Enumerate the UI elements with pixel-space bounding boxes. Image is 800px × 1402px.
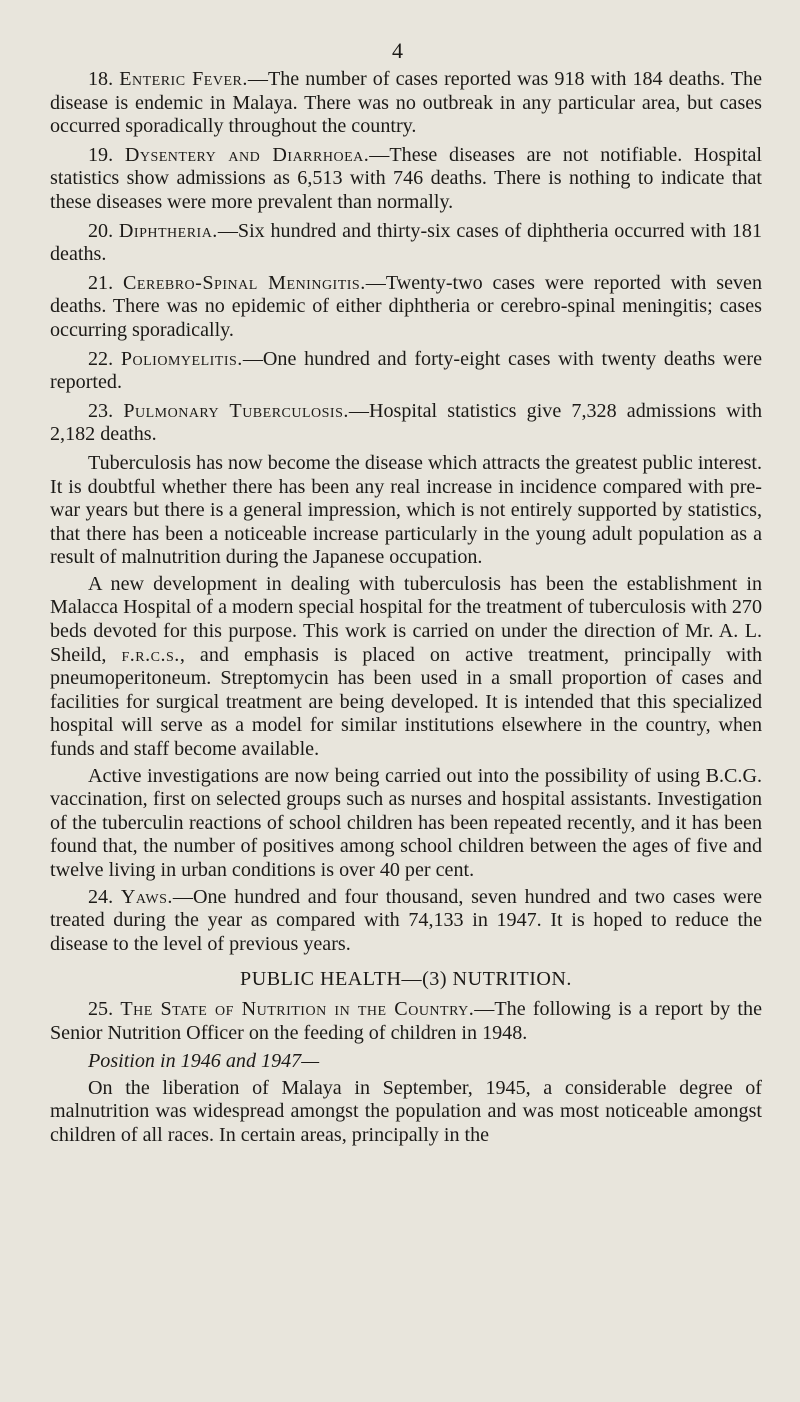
paragraph-body: —Twenty-two cases were reported with seven deaths. There was no epidemic of either diphtheria or cerebro-spinal meningitis; cases occurring sporadically. [50, 271, 762, 341]
paragraph-number: 23. [88, 399, 114, 422]
paragraph-title: Yaws. [120, 885, 173, 908]
paragraph-title: Diphtheria. [118, 219, 218, 242]
paragraph-title: Dysentery and Diarrhoea. [124, 143, 370, 166]
paragraph-21 [50, 272, 762, 343]
paragraph-23-continuation-2 [50, 573, 762, 762]
body-text [50, 68, 762, 1151]
paragraph-body: —These diseases are not notifiable. Hospital statistics show admissions as 6,513 with 746 deaths. There is nothing to indicate that these diseases were more prevalent than normally. [50, 143, 763, 213]
text-segment: A new development in dealing with tuberculosis has been the establishment in Malacca Hospital of a modern special hospital for the treatment of tuberculosis with 270 beds devoted for this purpose. This work is carried on under the direction of Mr. A. L. Sheild, [50, 572, 762, 666]
paragraph-20 [50, 220, 762, 267]
paragraph-number: 19. [88, 143, 114, 166]
paragraph-24 [50, 886, 762, 957]
paragraph-body: —One hundred and forty-eight cases with twenty deaths were reported. [50, 347, 762, 394]
section-heading: PUBLIC HEALTH—(3) NUTRITION. [240, 968, 572, 991]
paragraph-25 [50, 998, 762, 1045]
paragraph-body: —Six hundred and thirty-six cases of diphtheria occurred with 181 deaths. [50, 219, 762, 266]
paragraph-number: 20. [88, 219, 114, 242]
paragraph-number: 24. [88, 885, 114, 908]
paragraph-22 [50, 348, 762, 395]
paragraph-25-continuation-1: On the liberation of Malaya in September, 1945, a considerable degree of malnutrition was widespread amongst the population and was most noticeable amongst children of all races. In certain areas, principally in the [50, 1076, 762, 1146]
paragraph-number: 22. [88, 347, 114, 370]
paragraph-23-continuation-3: Active investigations are now being carried out into the possibility of using B.C.G. vaccination, first on selected groups such as nurses and hospital assistants. Investigation of the tuberculin reactions of school children has been repeated recently, and it has been found that, the number of positives among school children between the ages of five and twelve living in urban conditions is over 40 per cent. [50, 764, 762, 881]
paragraph-title: Poliomyelitis. [120, 347, 243, 370]
paragraph-body: —Hospital statistics give 7,328 admissions with 2,182 deaths. [50, 399, 763, 446]
paragraph-number: 25. [88, 997, 114, 1020]
paragraph-title: Pulmonary Tuberculosis. [123, 399, 349, 422]
paragraph-title: Cerebro-Spinal Meningitis. [123, 271, 366, 294]
paragraph-body: —One hundred and four thousand, seven hundred and two cases were treated during the year as compared with 74,133 in 1947. It is hoped to reduce the disease to the level of previous years. [50, 885, 762, 955]
paragraph-18 [50, 68, 762, 139]
page-number: 4 [392, 38, 403, 63]
sub-heading: Position in 1946 and 1947— [88, 1050, 320, 1073]
paragraph-19 [50, 144, 762, 215]
paragraph-body: —The number of cases reported was 918 with 184 deaths. The disease is endemic in Malaya. There was no outbreak in any particular area, but cases occurred sporadically throughout the country. [50, 68, 763, 138]
text-segment: , and emphasis is placed on active treatment, principally with pneumoperitoneum. Streptomycin has been used in a small proportion of cases and facilities for surgical treatment are being developed. It is intended that this specialized hospital will serve as a model for similar institutions elsewhere in the country, when funds and staff become available. [50, 643, 762, 761]
paragraph-number: 18. [88, 68, 114, 90]
qualification-abbrev: f.r.c.s. [121, 643, 180, 666]
paragraph-number: 21. [88, 271, 114, 294]
paragraph-23 [50, 400, 762, 447]
paragraph-title: The State of Nutrition in the Country. [120, 997, 475, 1020]
paragraph-title: Enteric Fever. [119, 68, 248, 90]
paragraph-23-continuation-1: Tuberculosis has now become the disease which attracts the greatest public interest. It is doubtful whether there has been any real increase in incidence compared with pre-war years but there is a general impression, which is not entirely supported by statistics, that there has been a noticeable increase particularly in the young adult population as a result of malnutrition during the Japanese occupation. [50, 451, 762, 569]
paragraph-body: —The following is a report by the Senior Nutrition Officer on the feeding of children in 1948. [50, 997, 762, 1044]
